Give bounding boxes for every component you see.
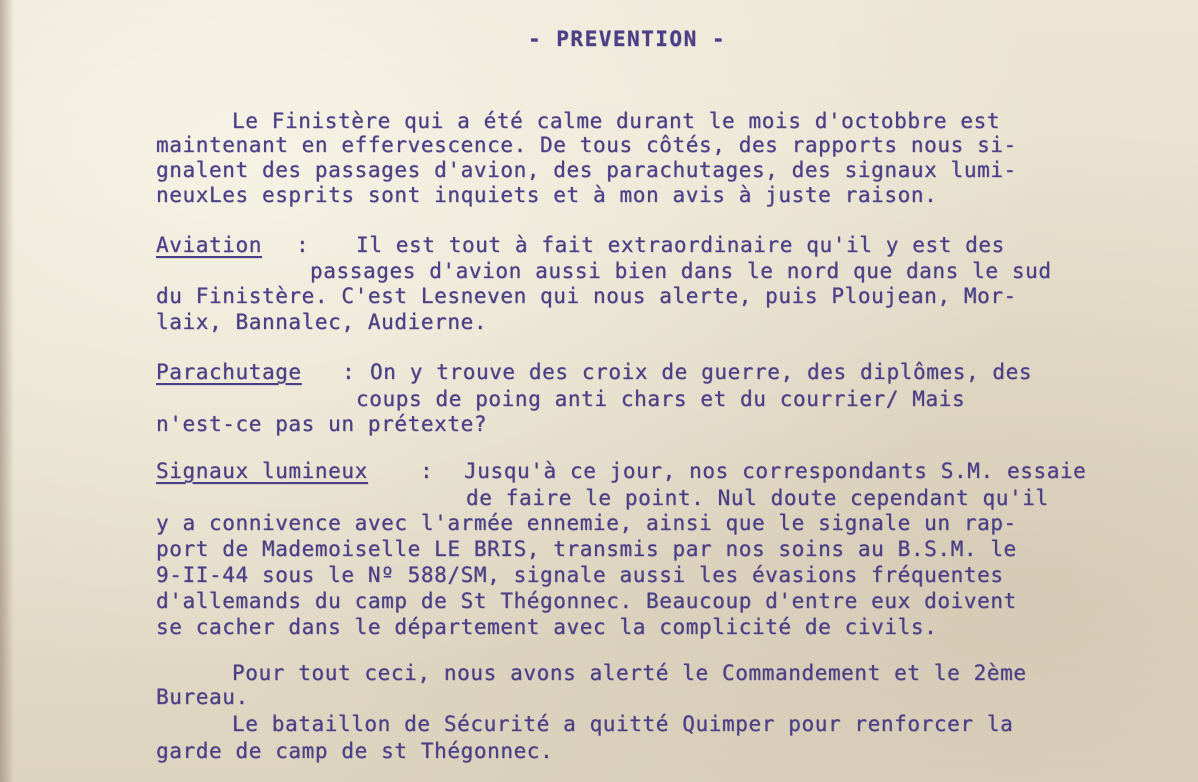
parachutage-line-1: On y trouve des croix de guerre, des diplômes, des: [370, 360, 1033, 384]
aviation-line-1: Il est tout à fait extraordinaire qu'il y est des: [356, 233, 1005, 257]
closing-line-1: Pour tout ceci, nous avons alerté le Commandement et le 2ème: [232, 661, 1027, 685]
signaux-line-6: d'allemands du camp de St Thégonnec. Beaucoup d'entre eux doivent: [156, 589, 1017, 613]
intro-line-2: maintenant en effervescence. De tous côtés, des rapports nous si-: [156, 133, 1017, 157]
signaux-line-5: 9-II-44 sous le Nº 588/SM, signale aussi les évasions fréquentes: [156, 563, 1004, 587]
intro-line-1: Le Finistère qui a été calme durant le mois d'octobbre est: [232, 109, 1001, 133]
signaux-line-1: Jusqu'à ce jour, nos correspondants S.M. essaie: [464, 459, 1087, 483]
signaux-line-2: de faire le point. Nul doute cependant qu'il: [466, 486, 1049, 510]
signaux-colon: :: [420, 459, 434, 483]
aviation-line-2: passages d'avion aussi bien dans le nord que dans le sud: [310, 259, 1052, 283]
document-title: - PREVENTION -: [528, 27, 727, 51]
closing-line-3: Le bataillon de Sécurité a quitté Quimper pour renforcer la: [232, 712, 1014, 736]
aviation-colon: :: [296, 233, 310, 257]
parachutage-colon: :: [342, 360, 356, 384]
parachutage-line-2: coups de poing anti chars et du courrier/ Mais: [356, 387, 966, 411]
signaux-line-3: y a connivence avec l'armée ennemie, ainsi que le signale un rap-: [156, 511, 1017, 535]
parachutage-line-3: n'est-ce pas un prétexte?: [156, 412, 488, 436]
parachutage-heading: Parachutage: [156, 360, 302, 384]
closing-line-4: garde de camp de st Thégonnec.: [156, 739, 554, 763]
signaux-heading: Signaux lumineux: [156, 459, 368, 483]
closing-line-2: Bureau.: [156, 685, 249, 709]
aviation-line-3: du Finistère. C'est Lesneven qui nous alerte, puis Ploujean, Mor-: [156, 284, 1017, 308]
signaux-line-7: se cacher dans le département avec la complicité de civils.: [156, 615, 938, 639]
intro-line-4: neuxLes esprits sont inquiets et à mon avis à juste raison.: [156, 183, 938, 207]
signaux-line-4: port de Mademoiselle LE BRIS, transmis par nos soins au B.S.M. le: [156, 537, 1017, 561]
aviation-line-4: laix, Bannalec, Audierne.: [156, 310, 488, 334]
aviation-heading: Aviation: [156, 233, 262, 257]
page-edge-shadow: [0, 0, 14, 782]
intro-line-3: gnalent des passages d'avion, des parachutages, des signaux lumi-: [156, 158, 1017, 182]
